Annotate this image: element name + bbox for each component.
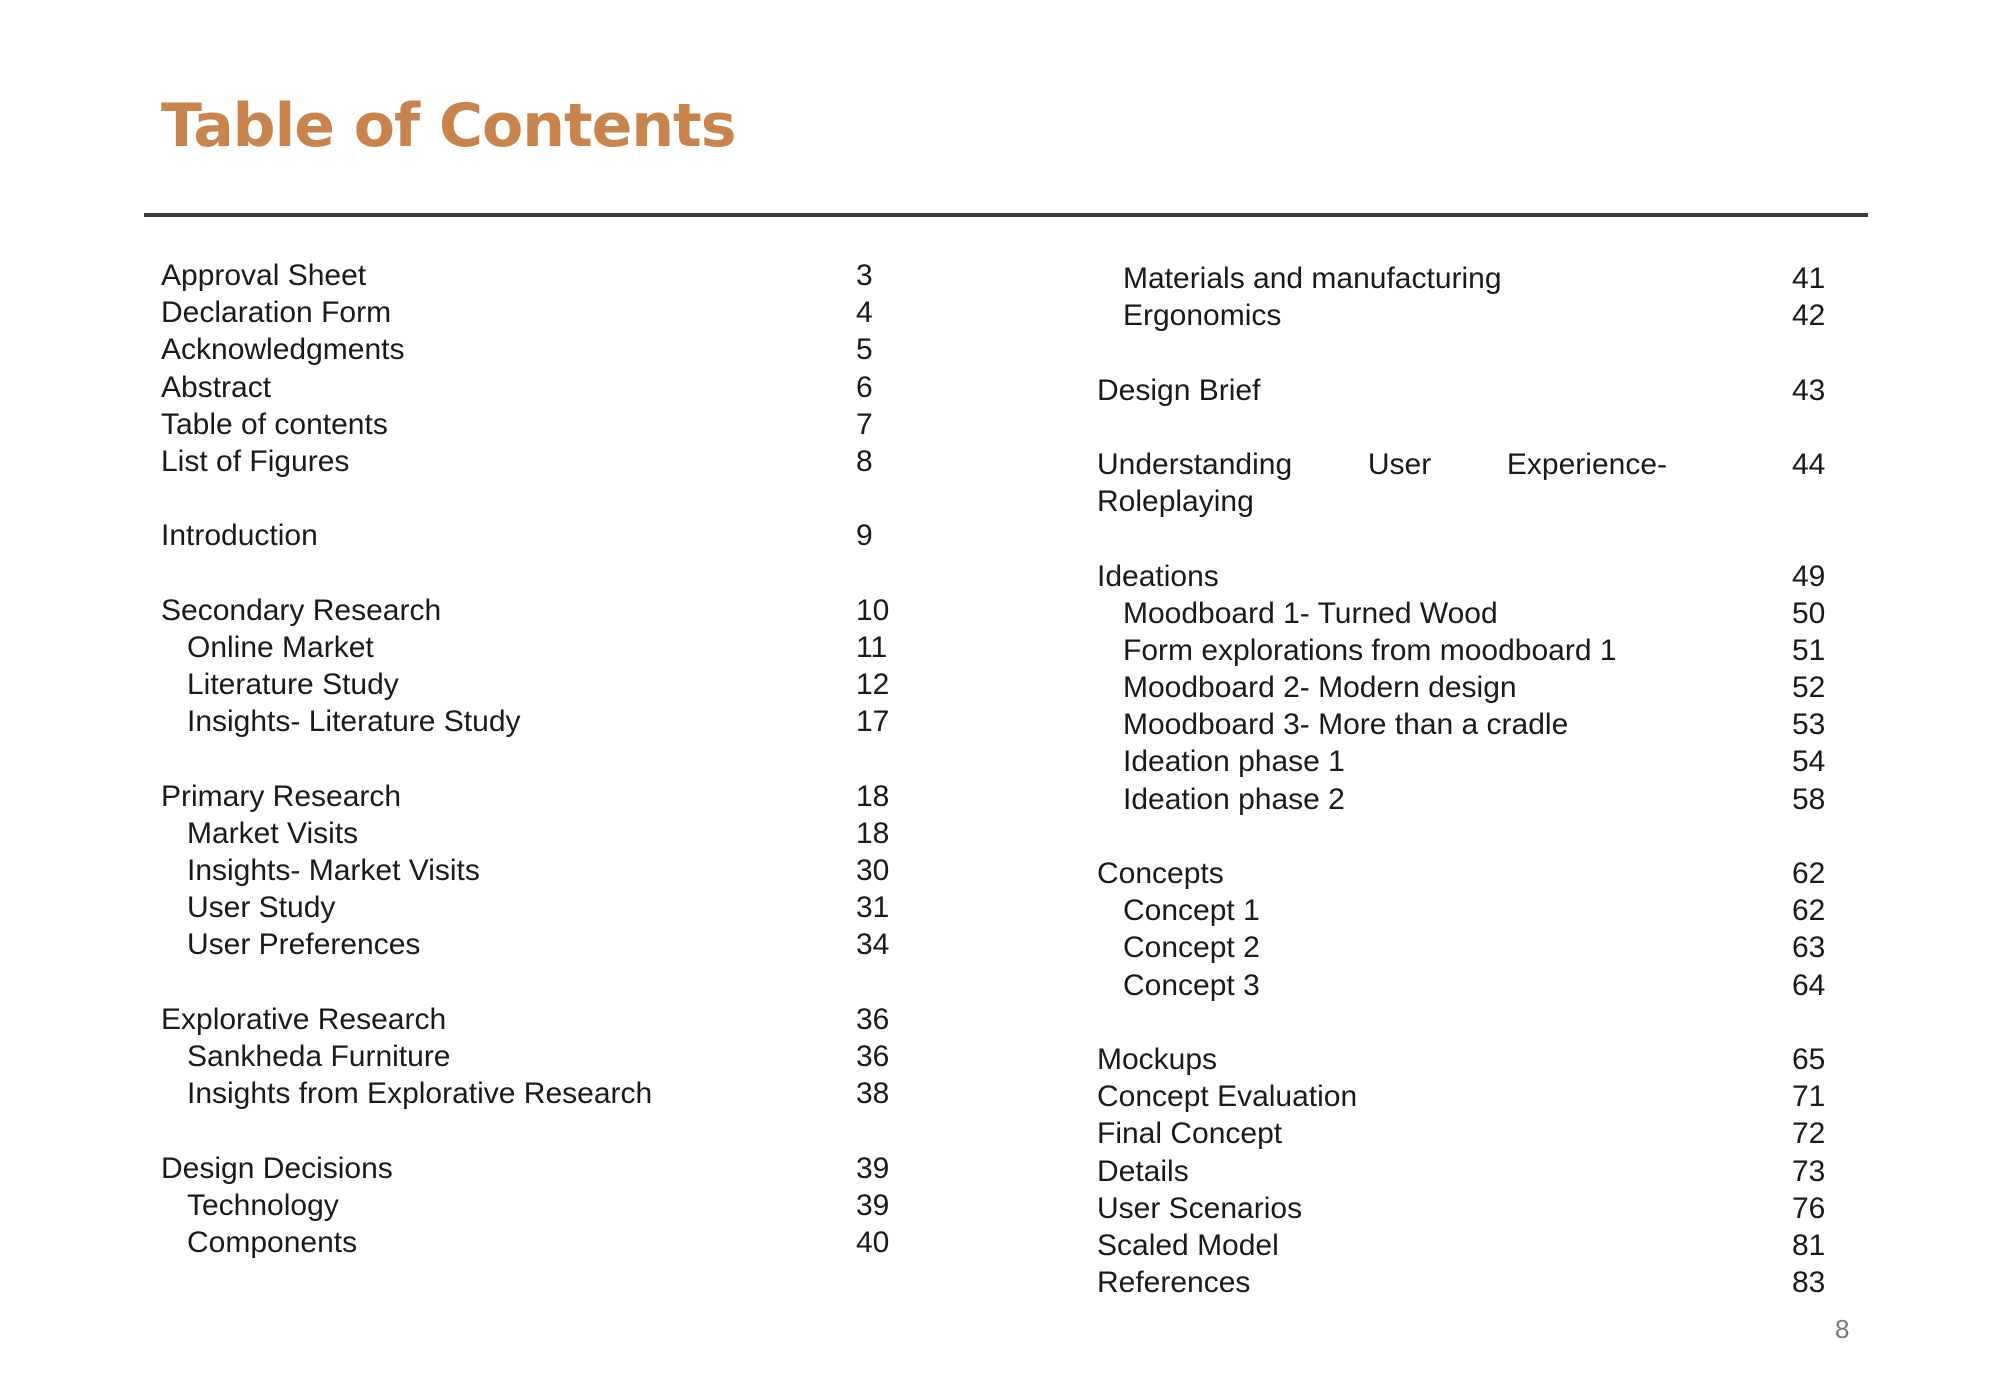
toc-column-right (1097, 260, 1827, 1301)
toc-subentry[interactable] (1097, 632, 1827, 669)
toc-entry[interactable] (1097, 1153, 1827, 1190)
toc-entry-label: Insights- Market Visits (187, 854, 480, 887)
toc-spacer (161, 1112, 891, 1149)
toc-entry[interactable] (161, 406, 891, 443)
toc-entry-label: References (1097, 1266, 1251, 1300)
toc-entry-label: Sankheda Furniture (187, 1039, 451, 1073)
toc-entry-label: User Preferences (187, 928, 421, 962)
toc-entry[interactable] (1097, 372, 1827, 409)
toc-subentry[interactable] (1097, 669, 1827, 706)
toc-entry-page: 38 (856, 1077, 890, 1111)
toc-entry-page: 72 (1792, 1117, 1826, 1151)
toc-entry-label: Literature Study (187, 668, 399, 702)
toc-subentry[interactable] (1097, 781, 1827, 818)
toc-entry-page: 10 (856, 593, 890, 627)
toc-entry-label: Approval Sheet (161, 259, 367, 292)
toc-entry-label: Technology (187, 1188, 339, 1222)
toc-entry-page: 54 (1792, 745, 1826, 779)
toc-subentry[interactable] (1097, 706, 1827, 743)
toc-subentry[interactable] (161, 1224, 891, 1261)
toc-entry[interactable] (1097, 1264, 1827, 1301)
toc-entry-label-word: Experience- (1506, 447, 1667, 481)
toc-entry-page: 31 (856, 891, 890, 925)
toc-entry-page: 18 (856, 779, 890, 813)
toc-entry-page: 52 (1792, 671, 1826, 705)
toc-entry[interactable] (161, 294, 891, 331)
toc-subentry[interactable] (1097, 892, 1827, 929)
toc-entry[interactable] (161, 592, 891, 629)
toc-entry-page: 11 (856, 630, 888, 664)
toc-entry-page: 36 (856, 1002, 890, 1036)
toc-entry-label: Moodboard 2- Modern design (1123, 671, 1517, 705)
toc-entry[interactable] (161, 369, 891, 406)
toc-entry[interactable] (161, 778, 891, 815)
toc-entry[interactable] (1097, 1190, 1827, 1227)
toc-entry-page: 4 (856, 296, 873, 330)
toc-subentry[interactable] (1097, 595, 1827, 632)
toc-entry-label: Ideations (1097, 559, 1219, 593)
toc-column-left (161, 257, 891, 1261)
toc-entry-label: Concept 1 (1123, 894, 1260, 928)
toc-spacer (1097, 818, 1827, 855)
toc-entry[interactable] (1097, 1078, 1827, 1115)
toc-entry-label: Market Visits (187, 816, 359, 850)
toc-entry-label: Insights- Literature Study (187, 705, 521, 739)
toc-subentry[interactable] (161, 666, 891, 703)
toc-entry-page: 17 (856, 705, 890, 739)
toc-entry-label: Mockups (1097, 1042, 1218, 1076)
toc-entry-page: 40 (856, 1225, 890, 1259)
toc-entry-page: 34 (856, 928, 890, 962)
toc-entry-page: 18 (856, 816, 890, 850)
toc-entry-label: Introduction (161, 519, 318, 553)
toc-entry-label: Form explorations from moodboard 1 (1123, 633, 1617, 667)
toc-entry[interactable] (1097, 1115, 1827, 1152)
toc-entry-label (1097, 446, 1667, 520)
toc-entry-page: 64 (1792, 968, 1826, 1002)
title-divider (144, 213, 1868, 217)
toc-entry-label: Concept Evaluation (1097, 1080, 1358, 1114)
toc-entry-label: Acknowledgments (161, 333, 405, 367)
toc-entry-label: Moodboard 1- Turned Wood (1123, 596, 1498, 630)
toc-entry-page: 65 (1792, 1042, 1826, 1076)
toc-entry-label: Components (187, 1225, 358, 1259)
toc-spacer (1097, 1004, 1827, 1041)
toc-entry-page: 6 (856, 370, 873, 404)
page-title: Table of Contents (161, 91, 736, 161)
toc-entry-page: 50 (1792, 596, 1826, 630)
toc-entry[interactable] (1097, 558, 1827, 595)
toc-entry-page: 12 (856, 668, 890, 702)
toc-entry-page: 44 (1792, 447, 1826, 481)
toc-entry-label: Primary Research (161, 779, 402, 813)
toc-entry-label: Abstract (161, 370, 272, 404)
toc-subentry[interactable] (1097, 743, 1827, 780)
toc-subentry[interactable] (161, 1038, 891, 1075)
toc-spacer (161, 740, 891, 777)
toc-subentry[interactable] (161, 1187, 891, 1224)
toc-entry[interactable] (161, 331, 891, 368)
toc-spacer (1097, 520, 1827, 557)
toc-entry-page: 8 (856, 444, 873, 478)
toc-entry[interactable] (161, 517, 891, 554)
toc-entry-page: 7 (856, 407, 873, 441)
toc-entry-page: 53 (1792, 708, 1826, 742)
toc-entry[interactable] (1097, 1041, 1827, 1078)
toc-entry-label: Concepts (1097, 857, 1224, 891)
toc-entry-page: 76 (1792, 1191, 1826, 1225)
toc-entry-page: 36 (856, 1039, 890, 1073)
toc-entry-label: Concept 2 (1123, 931, 1260, 965)
toc-spacer (161, 964, 891, 1001)
toc-subentry[interactable] (161, 1075, 891, 1112)
toc-spacer (161, 480, 891, 517)
toc-subentry[interactable] (161, 852, 891, 889)
toc-entry-label: Table of contents (161, 407, 388, 441)
toc-entry-label: User Scenarios (1097, 1191, 1303, 1225)
toc-entry-page: 71 (1792, 1080, 1826, 1114)
toc-entry-label: Moodboard 3- More than a cradle (1123, 708, 1569, 742)
toc-entry-page: 58 (1792, 782, 1826, 816)
toc-entry-page: 73 (1792, 1154, 1826, 1188)
toc-entry-page: 63 (1792, 931, 1826, 965)
toc-entry-page: 9 (856, 519, 873, 553)
toc-entry-label: List of Figures (161, 444, 350, 478)
toc-subentry[interactable] (1097, 297, 1827, 334)
toc-entry-label: Ideation phase 2 (1123, 782, 1345, 816)
toc-entry[interactable] (161, 1150, 891, 1187)
toc-entry[interactable] (161, 443, 891, 480)
toc-entry[interactable] (161, 257, 891, 294)
toc-entry-page: 62 (1792, 894, 1826, 928)
toc-entry-label: Design Decisions (161, 1151, 393, 1185)
toc-subentry[interactable] (1097, 260, 1827, 297)
toc-entry-label: Concept 3 (1123, 968, 1260, 1002)
toc-entry-label: Materials and manufacturing (1123, 262, 1502, 295)
toc-spacer (1097, 334, 1827, 371)
toc-entry[interactable] (161, 1001, 891, 1038)
toc-entry-page: 3 (856, 259, 873, 292)
toc-subentry[interactable] (161, 889, 891, 926)
toc-entry-label: User Study (187, 891, 336, 925)
toc-subentry[interactable] (1097, 967, 1827, 1004)
toc-entry-page: 83 (1792, 1266, 1826, 1300)
toc-subentry[interactable] (161, 703, 891, 740)
toc-entry-label-word: User (1367, 447, 1432, 481)
toc-subentry[interactable] (161, 815, 891, 852)
toc-entry-label: Declaration Form (161, 296, 392, 330)
toc-entry-label-word: Understanding (1097, 447, 1293, 481)
toc-entry-label: Details (1097, 1154, 1189, 1188)
toc-subentry[interactable] (1097, 929, 1827, 966)
toc-entry-label: Online Market (187, 630, 374, 664)
toc-spacer (1097, 409, 1827, 446)
toc-entry-page: 42 (1792, 299, 1826, 333)
toc-entry-page: 30 (856, 854, 890, 887)
page-number: 8 (1835, 1314, 1850, 1344)
toc-entry-label: Secondary Research (161, 593, 442, 627)
toc-entry-page: 51 (1792, 633, 1826, 667)
toc-entry-page: 62 (1792, 857, 1826, 891)
toc-entry[interactable] (1097, 1227, 1827, 1264)
toc-entry-label: Explorative Research (161, 1002, 447, 1036)
toc-entry-page: 41 (1792, 262, 1826, 295)
toc-entry-label: Insights from Explorative Research (187, 1077, 653, 1111)
toc-subentry[interactable] (161, 926, 891, 963)
toc-entry-page: 81 (1792, 1228, 1826, 1262)
toc-entry-label: Ergonomics (1123, 299, 1282, 333)
toc-entry-label: Design Brief (1097, 373, 1261, 407)
toc-entry-page: 43 (1792, 373, 1826, 407)
toc-spacer (161, 555, 891, 592)
toc-entry-label: Scaled Model (1097, 1228, 1279, 1262)
toc-entry-page: 49 (1792, 559, 1826, 593)
toc-entry-page: 5 (856, 333, 873, 367)
toc-entry-page: 39 (856, 1151, 890, 1185)
toc-entry-page: 39 (856, 1188, 890, 1222)
toc-entry-label-line2: Roleplaying (1097, 485, 1254, 519)
toc-entry-label: Ideation phase 1 (1123, 745, 1345, 779)
toc-entry[interactable] (1097, 446, 1827, 520)
toc-entry-label: Final Concept (1097, 1117, 1283, 1151)
toc-entry[interactable] (1097, 855, 1827, 892)
toc-subentry[interactable] (161, 629, 891, 666)
